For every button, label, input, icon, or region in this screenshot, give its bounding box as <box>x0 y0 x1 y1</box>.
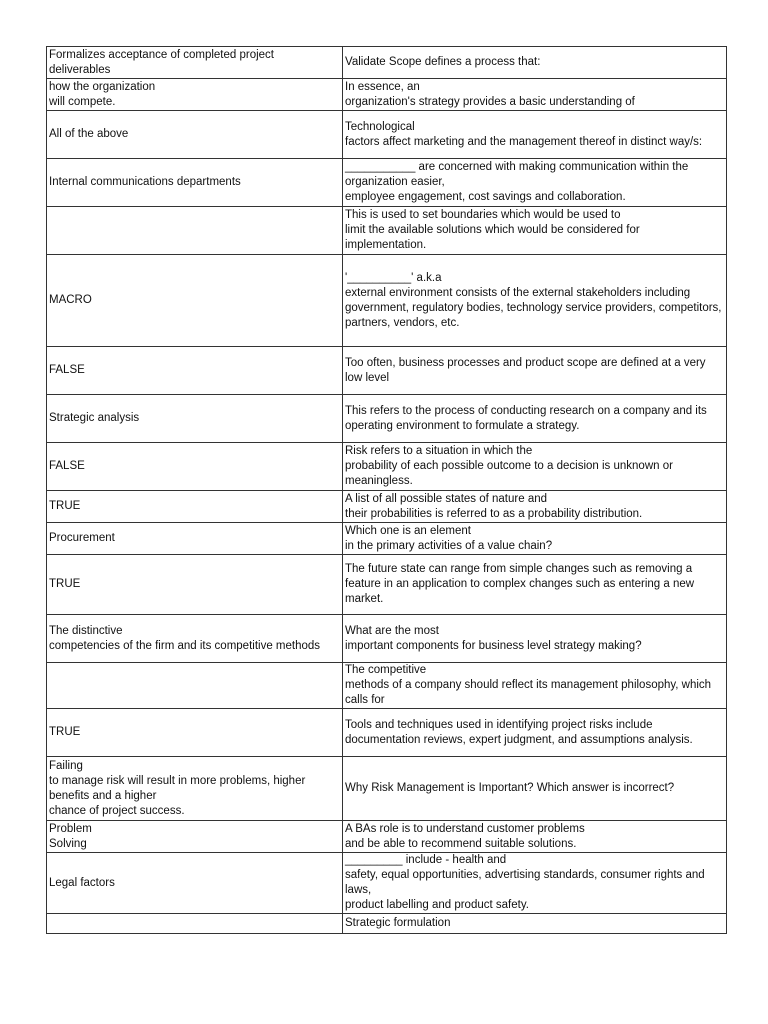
table-row <box>47 443 727 491</box>
table-row <box>47 821 727 853</box>
table-row <box>47 111 727 159</box>
answer-cell <box>47 914 343 934</box>
qa-table <box>46 46 727 934</box>
table-row <box>47 615 727 663</box>
table-row <box>47 79 727 111</box>
table-row <box>47 47 727 79</box>
answer-cell: FALSE <box>47 443 343 491</box>
answer-cell: TRUE <box>47 709 343 757</box>
question-cell: What are the most important components for business level strategy making? <box>343 615 727 663</box>
question-cell: In essence, an organization's strategy provides a basic understanding of <box>343 79 727 111</box>
answer-cell: Problem Solving <box>47 821 343 853</box>
table-row <box>47 159 727 207</box>
answer-cell: Procurement <box>47 523 343 555</box>
table-row <box>47 555 727 615</box>
answer-cell: how the organization will compete. <box>47 79 343 111</box>
answer-cell: Strategic analysis <box>47 395 343 443</box>
question-cell: Strategic formulation <box>343 914 727 934</box>
question-cell: This is used to set boundaries which would be used to limit the available solutions which would be considered for implementation. <box>343 207 727 255</box>
question-cell: '__________' a.k.a external environment consists of the external stakeholders including government, regulatory bodies, technology service providers, competitors, partners, vendors, etc. <box>343 255 727 347</box>
table-row <box>47 347 727 395</box>
question-cell: The future state can range from simple changes such as removing a feature in an application to complex changes such as entering a new market. <box>343 555 727 615</box>
answer-cell: Legal factors <box>47 853 343 914</box>
question-cell: _________ include - health and safety, equal opportunities, advertising standards, consumer rights and laws, product labelling and product safety. <box>343 853 727 914</box>
question-cell: Why Risk Management is Important? Which answer is incorrect? <box>343 757 727 821</box>
table-row <box>47 853 727 914</box>
question-cell: Technological factors affect marketing and the management thereof in distinct way/s: <box>343 111 727 159</box>
answer-cell <box>47 207 343 255</box>
question-cell: Validate Scope defines a process that: <box>343 47 727 79</box>
qa-table-body <box>47 47 727 934</box>
answer-cell: TRUE <box>47 555 343 615</box>
question-cell: Risk refers to a situation in which the probability of each possible outcome to a decision is unknown or meaningless. <box>343 443 727 491</box>
table-row <box>47 663 727 709</box>
answer-cell: TRUE <box>47 491 343 523</box>
table-row <box>47 523 727 555</box>
table-row <box>47 757 727 821</box>
question-cell: The competitive methods of a company should reflect its management philosophy, which calls for <box>343 663 727 709</box>
answer-cell: FALSE <box>47 347 343 395</box>
answer-cell: Failing to manage risk will result in more problems, higher benefits and a higher chance of project success. <box>47 757 343 821</box>
table-row <box>47 255 727 347</box>
question-cell: Which one is an element in the primary activities of a value chain? <box>343 523 727 555</box>
answer-cell <box>47 663 343 709</box>
table-row <box>47 207 727 255</box>
question-cell: ___________ are concerned with making communication within the organization easier, employee engagement, cost savings and collaboration. <box>343 159 727 207</box>
question-cell: Too often, business processes and product scope are defined at a very low level <box>343 347 727 395</box>
answer-cell: The distinctive competencies of the firm and its competitive methods <box>47 615 343 663</box>
table-row <box>47 395 727 443</box>
answer-cell: Internal communications departments <box>47 159 343 207</box>
answer-cell: MACRO <box>47 255 343 347</box>
table-row <box>47 709 727 757</box>
answer-cell: All of the above <box>47 111 343 159</box>
table-row <box>47 914 727 934</box>
question-cell: This refers to the process of conducting research on a company and its operating environment to formulate a strategy. <box>343 395 727 443</box>
answer-cell: Formalizes acceptance of completed project deliverables <box>47 47 343 79</box>
question-cell: Tools and techniques used in identifying project risks include documentation reviews, expert judgment, and assumptions analysis. <box>343 709 727 757</box>
question-cell: A list of all possible states of nature and their probabilities is referred to as a probability distribution. <box>343 491 727 523</box>
question-cell: A BAs role is to understand customer problems and be able to recommend suitable solutions. <box>343 821 727 853</box>
table-row <box>47 491 727 523</box>
